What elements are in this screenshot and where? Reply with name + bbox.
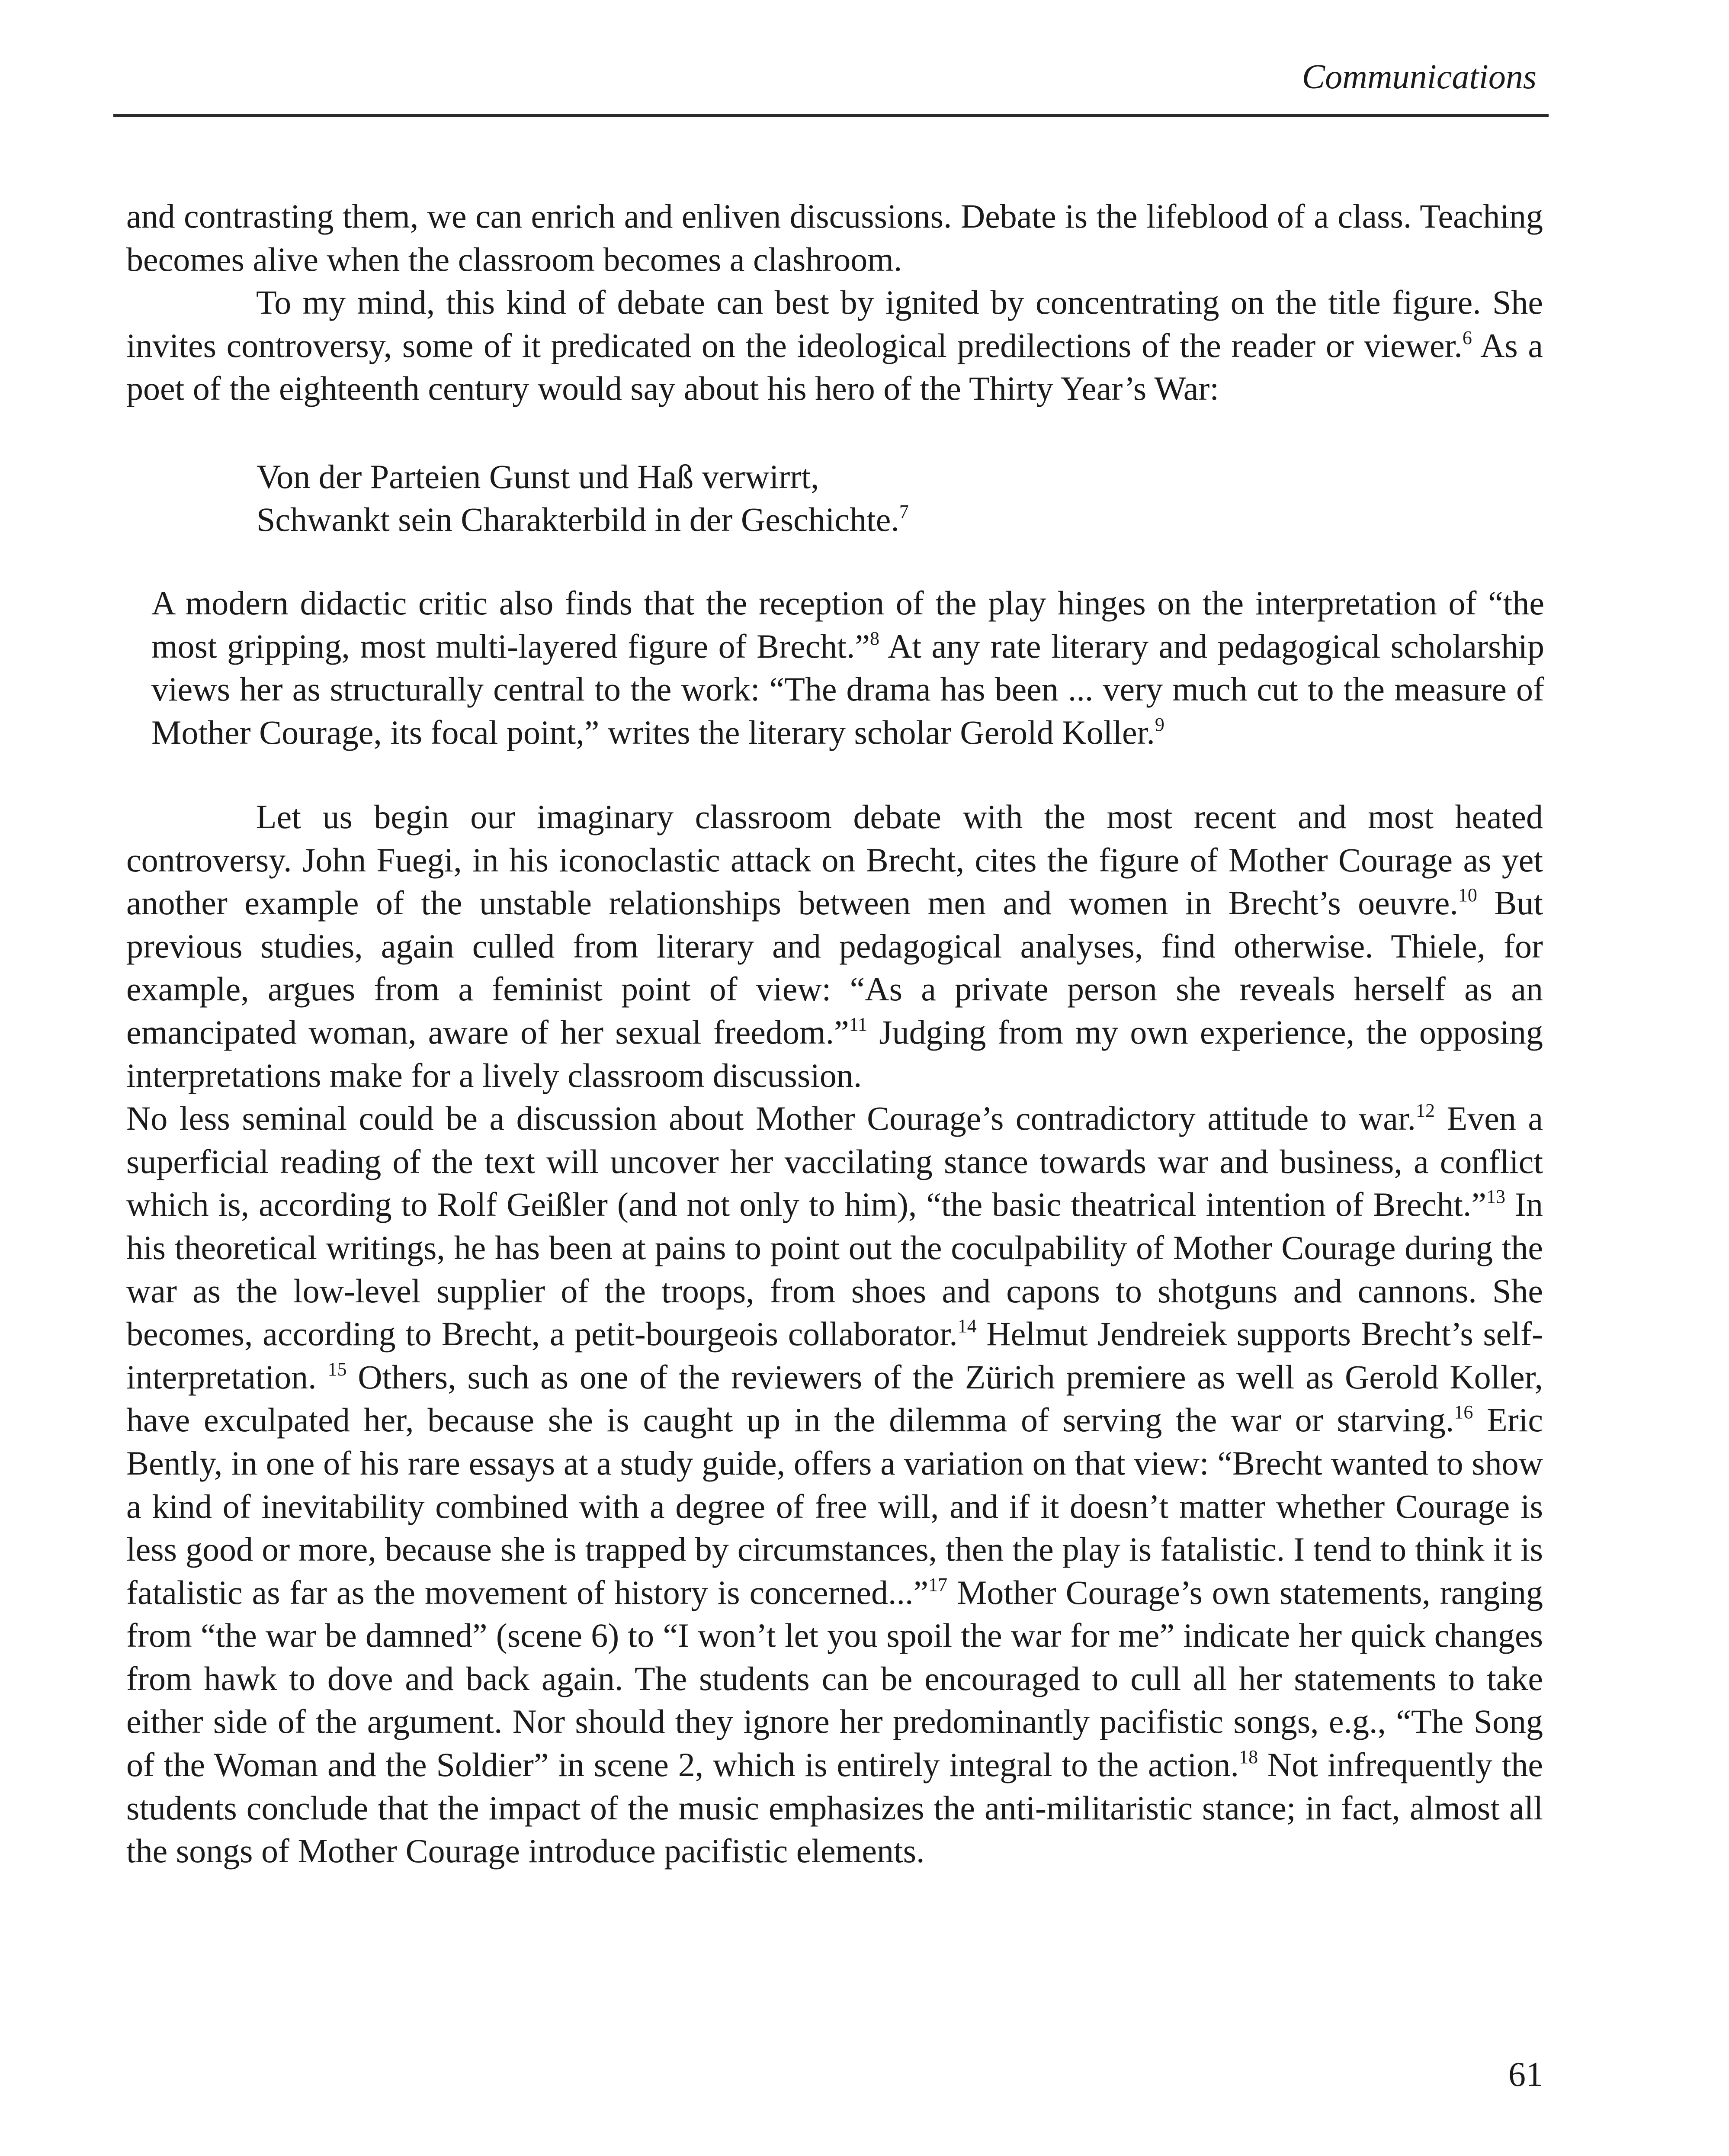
footnote-ref: 6 bbox=[1462, 327, 1472, 348]
paragraph-text: and contrasting them, we can enrich and enliven discussions. Debate is the lifeblood of a class. Teaching becomes alive when the classroom becomes a clashroom. bbox=[126, 197, 1543, 278]
paragraph-text: No less seminal could be a discussion about Mother Courage’s contradictory attitude to war. bbox=[126, 1099, 1416, 1137]
paragraph-text: Eric Bently, in one of his rare essays at a study guide, offers a variation on that view: “Brecht wanted to show a kind of inevitability combined with a degree of free will, and if it doesn’t matter whether Courage is less good or more, because she is trapped by circumstances, then the play is fatalistic. I tend to think it is fatalistic as far as the movement of history is concerned...” bbox=[126, 1401, 1543, 1611]
footnote-ref: 12 bbox=[1416, 1100, 1435, 1121]
paragraph-text: At any rate literary and pedagogical scholarship views her as structurally central to the work: “The drama has been ... very much cut to the measure of Mother Courage, its focal point,” writes the literary scholar Gerold Koller. bbox=[151, 627, 1544, 751]
footnote-ref: 14 bbox=[957, 1315, 977, 1337]
footnote-ref: 18 bbox=[1239, 1746, 1258, 1768]
body-paragraph bbox=[126, 795, 1543, 1097]
paragraph-text: Mother Courage’s own statements, ranging from “the war be damned” (scene 6) to “I won’t let you spoil the war for me” indicate her quick changes from hawk to dove and back again. The students can be encouraged to cull all her statements to take either side of the argument. Nor should they ignore her predominantly pacifistic songs, e.g., “The Song of the Woman and the Soldier” in scene 2, which is entirely integral to the action. bbox=[126, 1573, 1543, 1784]
footnote-ref: 13 bbox=[1486, 1186, 1506, 1208]
paragraph-text: To my mind, this kind of debate can best by ignited by concentrating on the title figure. She invites controversy, some of it predicated on the ideological predilections of the reader or viewer. bbox=[126, 283, 1543, 364]
footnote-ref: 10 bbox=[1458, 884, 1477, 906]
paragraph-text: But previous studies, again culled from literary and pedagogical analyses, find otherwise. Thiele, for example, argues from a feminist point of view: “As a private person she reveals herself as an emancipated woman, aware of her sexual freedom.” bbox=[126, 884, 1543, 1051]
paragraph-text: Helmut Jendreiek supports Brecht’s self-interpretation. bbox=[126, 1315, 1543, 1396]
body-paragraph bbox=[151, 582, 1544, 754]
paragraph-text: In his theoretical writings, he has been at pains to point out the coculpability of Mother Courage during the war as the low-level supplier of the troops, from shoes and capons to shotguns and cannons. She becomes, according to Brecht, a petit-bourgeois collaborator. bbox=[126, 1186, 1543, 1353]
body-paragraph bbox=[126, 195, 1543, 281]
paragraph-text: Judging from my own experience, the opposing interpretations make for a lively classroom discussion. bbox=[126, 1013, 1543, 1094]
critic-text-block bbox=[151, 582, 1544, 754]
footnote-ref: 8 bbox=[870, 627, 880, 649]
verse-line-2-text: Schwankt sein Charakterbild in der Geschichte. bbox=[257, 501, 899, 538]
paragraph-text: Not infrequently the students conclude that the impact of the music emphasizes the anti-militaristic stance; in fact, almost all the songs of Mother Courage introduce pacifistic elements. bbox=[126, 1746, 1543, 1870]
footnote-ref: 17 bbox=[928, 1574, 948, 1595]
verse-line-1-text: Von der Parteien Gunst und Haß verwirrt, bbox=[257, 458, 819, 495]
footnote-ref: 16 bbox=[1454, 1401, 1473, 1423]
body-paragraph bbox=[126, 1097, 1543, 1873]
page-number: 61 bbox=[1508, 2056, 1543, 2094]
paragraph-text: Let us begin our imaginary classroom debate with the most recent and most heated controversy. John Fuegi, in his iconoclastic attack on Brecht, cites the figure of Mother Courage as yet another example of the unstable relationships between men and women in Brecht’s oeuvre. bbox=[126, 798, 1543, 922]
intro-text-block bbox=[126, 195, 1543, 410]
footnote-ref: 9 bbox=[1155, 713, 1164, 735]
paragraph-text: A modern didactic critic also finds that the reception of the play hinges on the interpretation of “the most gripping, most multi-layered figure of Brecht.” bbox=[151, 584, 1544, 665]
footnote-ref: 11 bbox=[849, 1013, 868, 1035]
footnote-ref: 7 bbox=[899, 501, 909, 522]
paragraph-text: Even a superficial reading of the text will uncover her vaccilating stance towards war and business, a conflict which is, according to Rolf Geißler (and not only to him), “the basic theatrical intention of Brecht.” bbox=[126, 1099, 1543, 1224]
verse-line-1 bbox=[257, 455, 819, 498]
body-paragraph bbox=[126, 281, 1543, 410]
header-rule bbox=[113, 114, 1549, 117]
verse-line-2 bbox=[257, 498, 909, 541]
running-head: Communications bbox=[1302, 58, 1537, 96]
paragraph-text: As a poet of the eighteenth century would say about his hero of the Thirty Year’s War: bbox=[126, 326, 1543, 408]
paragraph-text: Others, such as one of the reviewers of the Zürich premiere as well as Gerold Koller, have exculpated her, because she is caught up in the dilemma of serving the war or starving. bbox=[126, 1358, 1543, 1439]
footnote-ref: 15 bbox=[327, 1358, 347, 1380]
main-text-block bbox=[126, 795, 1543, 1873]
